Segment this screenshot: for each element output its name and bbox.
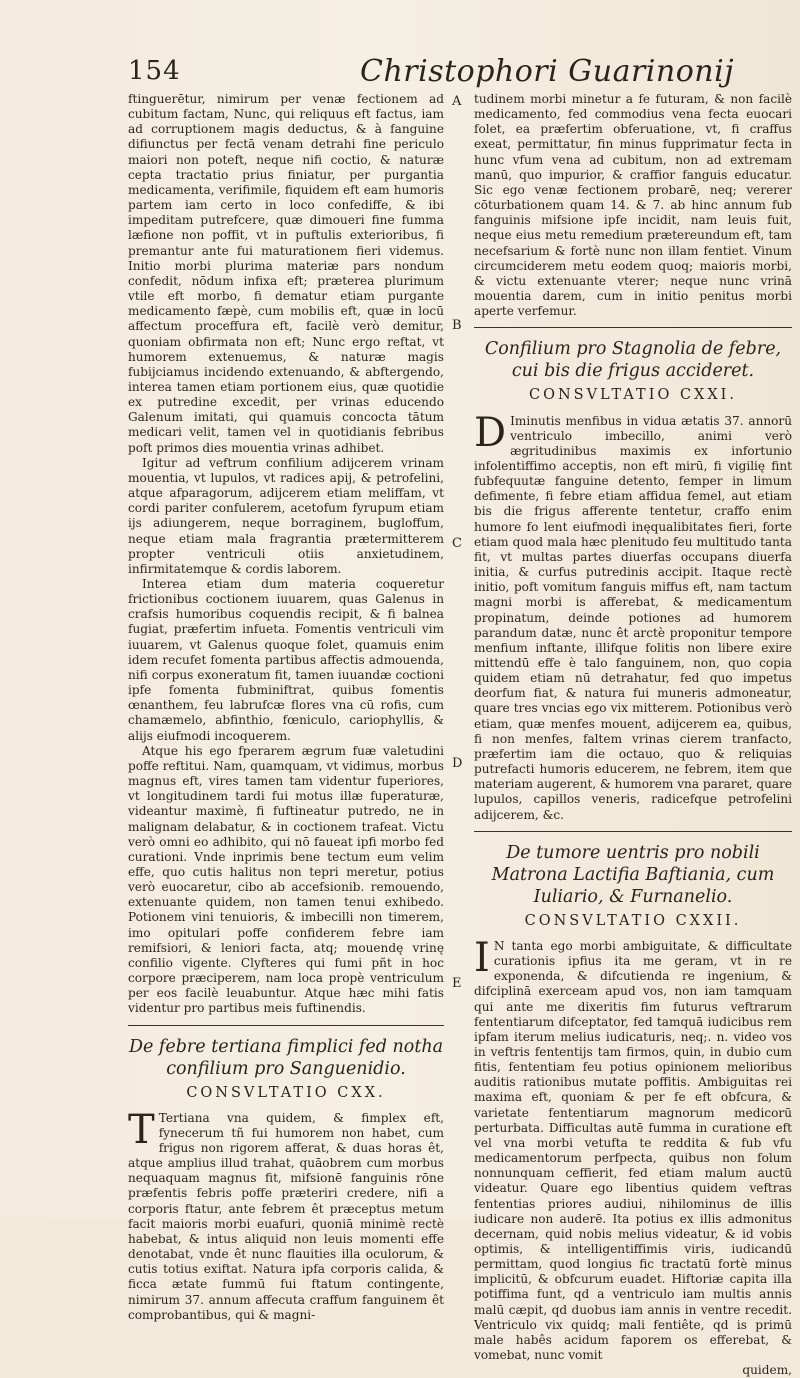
page-header — [128, 52, 783, 92]
right-column — [474, 92, 793, 1378]
margin-letter-c: C — [452, 536, 462, 551]
section-text: T Tertiana vna quidem, & fimplex eft, fynecerum tñ fui humorem non habet, cum frigus non rigorem afferat, & duas horas êt, atque amplius illud trahat, quāobrem cum morbus nequaquam magnus fit, mifsionē fanguinis rōne præfentis febris poffe præteriri credere, nifi a corporis ftatur, ante febrem êt præceptus metum facit maioris morbi euafuri, quoniā minimè rectè habebat, & intus aliquid non leuis momenti effe denotabat, vnde êt nunc flauities illa oculorum, & cutis totius exiftat. Natura ipfa corporis calida, & ficca ætate fummū fui ftatum contingente, nimirum 37. annum affecuta craffum fanguinem êt comprobantibus, qui & magni- — [128, 1106, 444, 1322]
margin-letter-b: B — [452, 318, 462, 333]
section-rule — [474, 327, 792, 328]
section-text: D Iminutis menfibus in vidua ætatis 37. annorū ventriculo imbecillo, animi verò ægritudinibus maximis ex infortunio infolentiffimo acceptis, non eft mirū, fi vigilię fint fubfequutæ fanguine detento, femper in limum defimente, fi febre etiam affidua femel, aut etiam bis die frigus afferente tentetur, craffo enim humore fo lent eiufmodi inęqualibitates fieri, forte etiam quod mala hæc plenitudo feu multitudo tanta fit, vt multas partes diuerfas occupans diuerfa initia, & curfus putredinis accipit. Itaque rectè initio, poft vomitum fanguis miffus eft, nam tactum magni morbi is afferebat, & medicamentum propinatum, deinde potiones ad humorem parandum datæ, nunc êt arctè proponitur tempore menfium inftante, illifque folitis non libere exire mittendū effe è talo fanguinem, non, quo copia quidem etiam nū detrahatur, fed quo impetus deorfum fiat, & natura fui muneris admoneatur, quare tres vncias ego vix mitterem. Potionibus verò etiam, quæ menfes mouent, adijcerem ea, quibus, fi non menfes, faltem vrinas cierem tranfacto, præfertim iam die octauo, quo & reliquias putrefacti humoris educerem, ne febrem, item que materiam augerent, & humorem vna pararet, quare lupulos, capillos veneris, radicefque petrofelini adijcerem, &c. — [474, 409, 793, 822]
left-column — [128, 92, 444, 1322]
consultatio-label: CONSVLTATIO CXXI. — [528, 387, 738, 404]
section-heading: De febre tertiana fimplici fed notha confilium pro Sanguenidio. — [128, 1036, 444, 1079]
consultatio-label: CONSVLTATIO CXX. — [186, 1084, 386, 1101]
margin-letter-d: D — [452, 756, 463, 771]
section-rule — [474, 831, 792, 832]
running-head: Christophori Guarinonij — [360, 54, 734, 89]
paragraph: tudinem morbi minetur a fe futuram, & non facilè medicamento, fed commodius vena fecta euocari folet, ea præfertim obferuatione, vt, fi craffus exeat, permittatur, fin minus fupprimatur fecta in hunc vfum vena ad cubitum, non ad extremam manū, quo impurior, & craffior fanguis educatur. Sic ego venæ fectionem probarē, neq; vererer cōturbationem quam 14. & 7. ab hinc annum fub fanguinis mifsione ipfe incidit, nam leuis fuit, neque eius metu remedium prætereundum eft, tam necefsarium & fortè nunc non illam fentiet. Vinum circumciderem metu eodem quoq; maioris morbi, & victu extenuante vterer; neque nunc vrinā mouentia darem, cum in initio penitus morbi aperte verfemur. — [474, 92, 792, 319]
section-heading: De tumore uentris pro nobili Matrona Lactifia Baftiania, cum Iuliario, & Furnanelio. — [491, 842, 775, 907]
paragraph: Igitur ad veftrum confilium adijcerem vrinam mouentia, vt lupulos, vt radices apij, & petrofelini, atque afparagorum, adijcerem etiam meliffam, vt cordi pariter confulerem, acetofum fyrupum etiam ijs adiungerem, neque borraginem, bugloffum, neque etiam mala fragrantia prætermitterem propter ventriculi otiis anxietudinem, infirmitatemque & cordis laborem. — [128, 455, 444, 576]
paragraph: Atque his ego fperarem ægrum fuæ valetudini poffe reftitui. Nam, quamquam, vt vidimus, morbus magnus eft, vires tamen tam videntur fuperiores, vt longitudinem tardi fui motus illæ fuperaturæ, videantur maximè, fi fuftineatur putredo, ne in malignam delabatur, & in coctionem trafeat. Victu verò omni eo adhibito, qui nō faueat ipfi morbo fed curationi. Vnde inprimis bene tectum eum velim effe, quo cutis halitus non tepri meretur, potius verò euocaretur, cibo ab accefsionib. remouendo, extenuante quidem, non tamen tenui exhibedo. Potionem vini tenuioris, & imbecilli non timerem, imo opitulari poffe confiderem febre iam remifsiori, & leniori facta, atq; mouendę vrinę confilio vigente. Clyfteres qui fumi pñt in hoc corpore præciperem, nam loca propè ventriculum per eos facilè leuabuntur. Atque hæc mihi fatis videntur pro partibus meis fuftinendis. — [128, 743, 444, 1016]
section-heading: Confilium pro Stagnolia de febre, cui bis die frigus accideret. — [484, 339, 782, 382]
margin-letter-a: A — [452, 94, 462, 109]
catchword: quidem, — [742, 1363, 792, 1378]
margin-letter-e: E — [452, 976, 462, 991]
drop-cap: T — [128, 1106, 155, 1153]
page-number: 154 — [128, 56, 181, 86]
drop-cap: I — [474, 934, 490, 981]
drop-cap: D — [474, 409, 507, 456]
section-rule — [128, 1025, 444, 1026]
consultatio-label: CONSVLTATIO CXXII. — [524, 912, 742, 929]
section-text: I N tanta ego morbi ambiguitate, & difficultate curationis ipfius ita me geram, vt in re exponenda, & difcutienda re ingenium, & difciplinā exerceam apud vos, non iam tamquam qui ante me dixeritis fim futurus veftrarum fententiarum difceptator, fed tamquā iudicibus rem ipfam iterum melius iudicaturis, neq;. n. video vos in veftris fententijs tam firmos, quin, in dubio cum fitis, fententiam feu potius opinionem melioribus auditis rationibus mutate poffitis. Ambiguitas rei maxima eft, quoniam & per fe eft obfcura, & varietate fententiarum magnorum medicorū perturbata. Difficultas autē fumma in curatione eft vel vna morbi vetufta te reddita & fub vfu medicamentorum perfpecta, quibus non folum nonnunquam ceffierit, fed etiam malum auctū videatur. Quare ego libentius quidem veftras fententias priores audiui, nihilominus de illis iudicare non auderē. Ita potius ex illis admonitus decernam, quid nobis melius videatur, & id vobis optimis, & intelligentiffimis viris, iudicandū permittam, quod longius fic tractatū fortè minus implicitū, & obfcurum euadet. Hiftoriæ capita illa potiffima funt, qd a ventriculo iam multis annis malū cæpit, qd duobus iam annis in ventre recedit. Ventriculo vix quidq; mali fentiête, qd is primū male habês acidum faporem os efferebat, & vomebat, nunc vomit — [474, 934, 792, 1363]
paragraph: Interea etiam dum materia coqueretur frictionibus coctionem iuuarem, quas Galenus in crafsis humoribus coquendis recipit, & fi balnea fugiat, præfertim infueta. Fomentis ventriculi vim iuuarem, vt Galenus quoque folet, quamuis enim idem recufet fomenta partibus affectis admouenda, nifi corpus exoneratum fit, tamen iuuandæ coctioni ipfe fomenta fubminiftrat, quibus fomentis œnanthem, feu labrufcæ flores vna cū rofis, cum chamæmelo, abfinthio, fœniculo, cariophyllis, & alijs eiufmodi incoquerem. — [128, 577, 444, 743]
paragraph: ftinguerētur, nimirum per venæ fectionem ad cubitum factam, Nunc, qui reliquus eft factus, iam ad corruptionem magis deductus, & à fanguine difiunctus per fectā venam detrahi fine periculo maiori non poteft, neque nifi coctio, & naturæ cepta tractatio prius finiatur, per purgantia medicamenta, verifimile, fiquidem eft eam humoris partem iam certo in loco confediffe, & ibi impeditam putrefcere, quæ dimoueri fine fumma læfione non poffit, vt in puftulis exterioribus, fi premantur ante fui maturationem fieri videmus. Initio morbi plurima materiæ pars nondum confedit, nōdum infixa eft; præterea plurimum vtile eft morbo, fi dematur etiam purgante medicamento fæpè, cum mobilis eft, quæ in locū affectum proceffura eft, facilè verò demitur, quoniam obfirmata non eft; Nunc ergo reftat, vt humorem extenuemus, & naturæ magis fubijciamus incidendo extenuando, & abftergendo, interea tamen etiam portionem eius, quæ quotidie ex putredine excedit, per vrinas educendo Galenum imitati, qui quamuis concocta tātum medicari velit, tamen vel in quotidianis febribus poft primos dies mouentia vrinas adhibet. — [128, 92, 444, 455]
